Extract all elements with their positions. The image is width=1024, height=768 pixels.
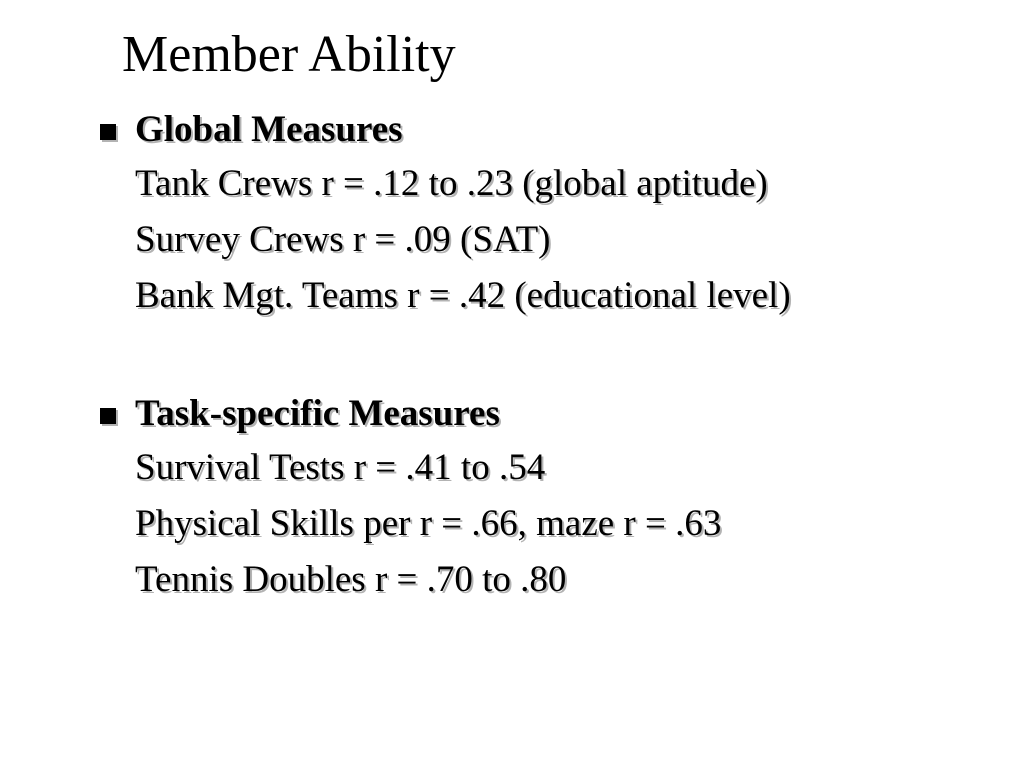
task-specific-measures-section — [96, 388, 996, 608]
bullet-row — [96, 388, 996, 440]
section-heading: Global Measures — [135, 109, 403, 150]
measure-line: Bank Mgt. Teams r = .42 (educational level) — [135, 275, 791, 316]
square-bullet-icon — [100, 408, 116, 424]
measure-line: Physical Skills per r = .66, maze r = .63 — [135, 503, 722, 544]
measure-line: Survey Crews r = .09 (SAT) — [135, 219, 551, 260]
measure-line: Tennis Doubles r = .70 to .80 — [135, 559, 567, 600]
section-heading: Task-specific Measures — [135, 393, 500, 434]
square-bullet-icon — [100, 124, 116, 140]
bullet-row — [96, 104, 996, 156]
slide-title: Member Ability — [122, 26, 456, 83]
global-measures-section — [96, 104, 996, 324]
measure-line: Survival Tests r = .41 to .54 — [135, 447, 546, 488]
measure-line: Tank Crews r = .12 to .23 (global aptitude) — [135, 163, 768, 204]
